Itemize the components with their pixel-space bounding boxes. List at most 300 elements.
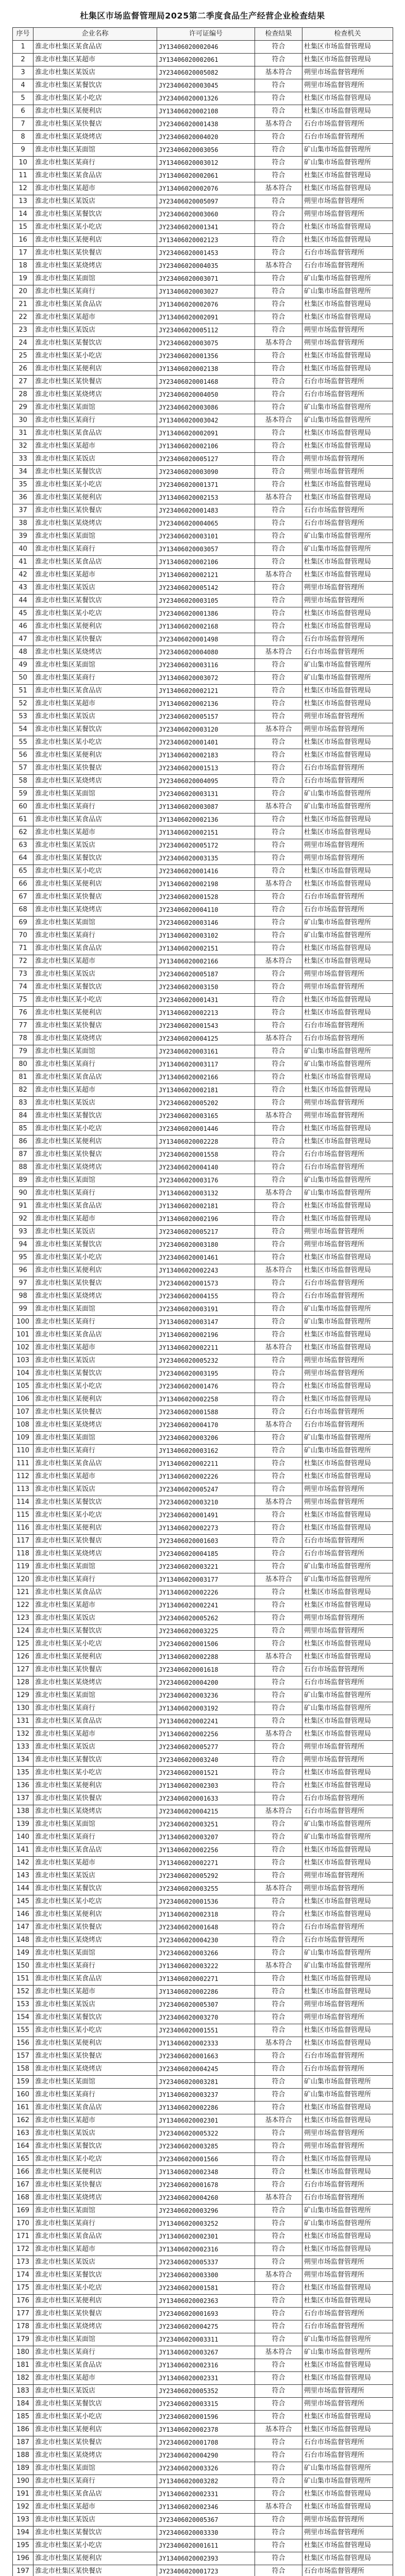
cell-agency: 杜集区市场监督管理局	[302, 492, 393, 504]
cell-company-name: 淮北市杜集区某食品店	[33, 1458, 157, 1470]
table-row	[13, 376, 393, 388]
table-row	[13, 801, 393, 814]
cell-company-name: 淮北市杜集区某面馆	[33, 1432, 157, 1445]
table-row	[13, 1432, 393, 1445]
cell-result: 符合	[255, 543, 302, 556]
cell-company-name: 淮北市杜集区某面馆	[33, 530, 157, 543]
cell-result: 符合	[255, 2243, 302, 2256]
cell-company-name: 淮北市杜集区某小吃店	[33, 479, 157, 492]
table-row	[13, 324, 393, 337]
cell-agency: 朔里市场监督管理所	[302, 2527, 393, 2539]
table-row	[13, 710, 393, 723]
cell-result: 符合	[255, 2359, 302, 2372]
cell-result: 符合	[255, 1483, 302, 1496]
cell-company-name: 淮北市杜集区某烧烤店	[33, 1290, 157, 1303]
cell-serial: 105	[13, 1380, 33, 1393]
cell-serial: 139	[13, 1818, 33, 1831]
cell-license-number: JY23406020001468	[157, 376, 255, 388]
table-row	[13, 2475, 393, 2488]
cell-agency: 石台市场监督管理所	[302, 2449, 393, 2462]
cell-agency: 杜集区市场监督管理局	[302, 440, 393, 453]
table-row	[13, 1458, 393, 1470]
cell-result: 符合	[255, 1354, 302, 1367]
table-row	[13, 517, 393, 530]
cell-serial: 55	[13, 736, 33, 749]
cell-result: 符合	[255, 401, 302, 414]
table-row	[13, 2230, 393, 2243]
cell-serial: 66	[13, 878, 33, 891]
cell-license-number: JY13406020002226	[157, 1470, 255, 1483]
cell-license-number: JY23406020004020	[157, 131, 255, 144]
cell-serial: 150	[13, 1960, 33, 1973]
cell-company-name: 淮北市杜集区某饭店	[33, 2514, 157, 2527]
cell-company-name: 淮北市杜集区某商行	[33, 543, 157, 556]
cell-license-number: JY23406020003101	[157, 530, 255, 543]
cell-company-name: 淮北市杜集区某餐饮店	[33, 79, 157, 92]
cell-license-number: JY23406020001633	[157, 1792, 255, 1805]
cell-company-name: 淮北市杜集区某食品店	[33, 942, 157, 955]
cell-serial: 10	[13, 157, 33, 170]
cell-result: 符合	[255, 865, 302, 878]
cell-result: 符合	[255, 1084, 302, 1097]
cell-result: 符合	[255, 1702, 302, 1715]
cell-result: 符合	[255, 1367, 302, 1380]
cell-license-number: JY13406020002241	[157, 1715, 255, 1728]
cell-serial: 65	[13, 865, 33, 878]
table-row	[13, 2269, 393, 2282]
cell-company-name: 淮北市杜集区某烧烤店	[33, 1032, 157, 1045]
cell-license-number: JY23406020004215	[157, 1805, 255, 1818]
cell-license-number: JY23406020001536	[157, 1895, 255, 1908]
cell-serial: 143	[13, 1870, 33, 1883]
table-row	[13, 1342, 393, 1354]
table-row	[13, 2192, 393, 2205]
cell-license-number: JY13406020002166	[157, 1071, 255, 1084]
table-row	[13, 1599, 393, 1612]
cell-result: 符合	[255, 2475, 302, 2488]
cell-agency: 杜集区市场监督管理局	[302, 1136, 393, 1148]
cell-agency: 杜集区市场监督管理局	[302, 92, 393, 105]
table-row	[13, 2552, 393, 2565]
cell-license-number: JY13406020002331	[157, 2488, 255, 2501]
cell-company-name: 淮北市杜集区某快餐店	[33, 2050, 157, 2063]
cell-company-name: 淮北市杜集区某超市	[33, 1728, 157, 1741]
cell-serial: 103	[13, 1354, 33, 1367]
cell-company-name: 淮北市杜集区某面馆	[33, 1303, 157, 1316]
table-row	[13, 2320, 393, 2333]
cell-result: 基本符合	[255, 1419, 302, 1432]
cell-license-number: JY23406020005307	[157, 1998, 255, 2011]
cell-serial: 111	[13, 1458, 33, 1470]
cell-company-name: 淮北市杜集区某快餐店	[33, 2436, 157, 2449]
cell-license-number: JY13406020002196	[157, 1213, 255, 1226]
cell-result: 符合	[255, 324, 302, 337]
table-row	[13, 2089, 393, 2102]
cell-serial: 197	[13, 2565, 33, 2576]
cell-company-name: 淮北市杜集区某餐饮店	[33, 852, 157, 865]
cell-company-name: 淮北市杜集区某便利店	[33, 2295, 157, 2308]
cell-result: 符合	[255, 504, 302, 517]
table-row	[13, 749, 393, 762]
cell-license-number: JY13406020002211	[157, 1458, 255, 1470]
cell-result: 符合	[255, 1792, 302, 1805]
cell-license-number: JY13406020003117	[157, 1058, 255, 1071]
cell-license-number: JY13406020003057	[157, 543, 255, 556]
cell-agency: 石台市场监督管理所	[302, 1406, 393, 1419]
cell-company-name: 淮北市杜集区某商行	[33, 2089, 157, 2102]
cell-company-name: 淮北市杜集区某小吃店	[33, 736, 157, 749]
cell-agency: 朔里市场监督管理所	[302, 2127, 393, 2140]
cell-company-name: 淮北市杜集区某饭店	[33, 1741, 157, 1754]
table-row	[13, 595, 393, 607]
table-row	[13, 1895, 393, 1908]
cell-result: 基本符合	[255, 2037, 302, 2050]
cell-company-name: 淮北市杜集区某快餐店	[33, 633, 157, 646]
cell-serial: 25	[13, 350, 33, 363]
cell-license-number: JY23406020001326	[157, 92, 255, 105]
table-row	[13, 2050, 393, 2063]
cell-license-number: JY13406020002181	[157, 1200, 255, 1213]
cell-company-name: 淮北市杜集区某小吃店	[33, 2024, 157, 2037]
cell-license-number: JY13406020002076	[157, 182, 255, 195]
cell-result: 符合	[255, 1599, 302, 1612]
cell-result: 符合	[255, 2024, 302, 2037]
table-row	[13, 1071, 393, 1084]
cell-license-number: JY23406020003180	[157, 1239, 255, 1251]
cell-serial: 19	[13, 273, 33, 285]
cell-license-number: JY13406020003147	[157, 1316, 255, 1329]
cell-agency: 石台市场监督管理所	[302, 1020, 393, 1032]
cell-license-number: JY23406020001431	[157, 994, 255, 1007]
table-row	[13, 736, 393, 749]
cell-agency: 石台市场监督管理所	[302, 1548, 393, 1561]
cell-result: 符合	[255, 466, 302, 479]
cell-agency: 杜集区市场监督管理局	[302, 1380, 393, 1393]
cell-company-name: 淮北市杜集区某便利店	[33, 1908, 157, 1921]
cell-company-name: 淮北市杜集区某商行	[33, 2217, 157, 2230]
cell-result: 符合	[255, 1406, 302, 1419]
cell-license-number: JY13406020002378	[157, 2424, 255, 2436]
cell-result: 符合	[255, 298, 302, 311]
cell-company-name: 淮北市杜集区某快餐店	[33, 1921, 157, 1934]
cell-license-number: JY23406020003116	[157, 659, 255, 672]
cell-result: 符合	[255, 826, 302, 839]
cell-serial: 158	[13, 2063, 33, 2076]
cell-license-number: JY23406020003165	[157, 1110, 255, 1123]
cell-serial: 171	[13, 2230, 33, 2243]
cell-agency: 矿山集市场监督管理所	[302, 2333, 393, 2346]
cell-company-name: 淮北市杜集区某餐饮店	[33, 1883, 157, 1895]
cell-serial: 157	[13, 2050, 33, 2063]
cell-serial: 187	[13, 2436, 33, 2449]
table-row	[13, 607, 393, 620]
cell-serial: 3	[13, 66, 33, 79]
table-row	[13, 1020, 393, 1032]
cell-company-name: 淮北市杜集区某超市	[33, 1470, 157, 1483]
cell-serial: 37	[13, 504, 33, 517]
cell-company-name: 淮北市杜集区某饭店	[33, 2256, 157, 2269]
cell-company-name: 淮北市杜集区某烧烤店	[33, 646, 157, 659]
cell-serial: 192	[13, 2501, 33, 2514]
cell-agency: 朔里市场监督管理所	[302, 723, 393, 736]
cell-serial: 134	[13, 1754, 33, 1767]
table-row	[13, 1805, 393, 1818]
cell-company-name: 淮北市杜集区某便利店	[33, 1651, 157, 1664]
cell-serial: 141	[13, 1844, 33, 1857]
table-row	[13, 2385, 393, 2398]
cell-serial: 20	[13, 285, 33, 298]
table-row	[13, 2282, 393, 2295]
cell-company-name: 淮北市杜集区某便利店	[33, 234, 157, 247]
cell-agency: 石台市场监督管理所	[302, 247, 393, 260]
cell-license-number: JY13406020002226	[157, 1586, 255, 1599]
cell-serial: 196	[13, 2552, 33, 2565]
cell-company-name: 淮北市杜集区某便利店	[33, 492, 157, 504]
cell-license-number: JY23406020005112	[157, 324, 255, 337]
cell-agency: 矿山集市场监督管理所	[302, 929, 393, 942]
cell-license-number: JY23406020001491	[157, 1509, 255, 1522]
cell-serial: 175	[13, 2282, 33, 2295]
cell-agency: 石台市场监督管理所	[302, 1290, 393, 1303]
cell-company-name: 淮北市杜集区某超市	[33, 826, 157, 839]
cell-agency: 杜集区市场监督管理局	[302, 569, 393, 582]
table-row	[13, 453, 393, 466]
cell-serial: 27	[13, 376, 33, 388]
cell-serial: 155	[13, 2024, 33, 2037]
table-row	[13, 723, 393, 736]
cell-serial: 163	[13, 2127, 33, 2140]
cell-license-number: JY23406020005172	[157, 839, 255, 852]
cell-agency: 朔里市场监督管理所	[302, 79, 393, 92]
cell-serial: 145	[13, 1895, 33, 1908]
cell-agency: 石台市场监督管理所	[302, 2050, 393, 2063]
cell-result: 符合	[255, 105, 302, 118]
table-row	[13, 929, 393, 942]
cell-serial: 114	[13, 1496, 33, 1509]
cell-serial: 91	[13, 1200, 33, 1213]
cell-company-name: 淮北市杜集区某餐饮店	[33, 2269, 157, 2282]
table-row	[13, 1754, 393, 1767]
table-row	[13, 2295, 393, 2308]
cell-agency: 杜集区市场监督管理局	[302, 865, 393, 878]
cell-result: 符合	[255, 1586, 302, 1599]
table-row	[13, 388, 393, 401]
cell-agency: 朔里市场监督管理所	[302, 839, 393, 852]
cell-license-number: JY13406020003012	[157, 157, 255, 170]
cell-result: 符合	[255, 131, 302, 144]
cell-license-number: JY23406020003225	[157, 1625, 255, 1638]
cell-serial: 179	[13, 2333, 33, 2346]
cell-agency: 石台市场监督管理所	[302, 891, 393, 904]
cell-license-number: JY23406020001543	[157, 1020, 255, 1032]
cell-result: 符合	[255, 698, 302, 710]
table-row	[13, 2501, 393, 2514]
table-row	[13, 1045, 393, 1058]
cell-result: 符合	[255, 942, 302, 955]
table-row	[13, 41, 393, 54]
cell-serial: 98	[13, 1290, 33, 1303]
table-row	[13, 672, 393, 685]
cell-company-name: 淮北市杜集区某超市	[33, 569, 157, 582]
cell-agency: 杜集区市场监督管理局	[302, 2295, 393, 2308]
cell-company-name: 淮北市杜集区某超市	[33, 2372, 157, 2385]
cell-serial: 131	[13, 1715, 33, 1728]
table-row	[13, 1651, 393, 1664]
cell-agency: 杜集区市场监督管理局	[302, 1973, 393, 1986]
cell-serial: 178	[13, 2320, 33, 2333]
cell-license-number: JY23406020004140	[157, 1161, 255, 1174]
cell-serial: 54	[13, 723, 33, 736]
cell-license-number: JY13406020002243	[157, 1264, 255, 1277]
cell-serial: 106	[13, 1393, 33, 1406]
cell-result: 符合	[255, 1509, 302, 1522]
cell-agency: 杜集区市场监督管理局	[302, 2372, 393, 2385]
cell-result: 符合	[255, 1097, 302, 1110]
cell-serial: 42	[13, 569, 33, 582]
cell-license-number: JY23406020003090	[157, 466, 255, 479]
cell-serial: 41	[13, 556, 33, 569]
cell-company-name: 淮北市杜集区某餐饮店	[33, 1754, 157, 1767]
cell-company-name: 淮北市杜集区某商行	[33, 672, 157, 685]
cell-serial: 38	[13, 517, 33, 530]
cell-result: 符合	[255, 814, 302, 826]
cell-company-name: 淮北市杜集区某小吃店	[33, 1380, 157, 1393]
cell-company-name: 淮北市杜集区某餐饮店	[33, 1110, 157, 1123]
cell-serial: 61	[13, 814, 33, 826]
cell-agency: 矿山集市场监督管理所	[302, 1045, 393, 1058]
cell-agency: 杜集区市场监督管理局	[302, 2552, 393, 2565]
cell-serial: 57	[13, 762, 33, 775]
cell-license-number: JY23406020001521	[157, 1767, 255, 1780]
cell-result: 符合	[255, 2398, 302, 2411]
table-row	[13, 1329, 393, 1342]
cell-agency: 朔里市场监督管理所	[302, 1741, 393, 1754]
cell-license-number: JY13406020002316	[157, 2359, 255, 2372]
cell-company-name: 淮北市杜集区某商行	[33, 1058, 157, 1071]
cell-company-name: 淮北市杜集区某餐饮店	[33, 466, 157, 479]
cell-license-number: JY13406020002258	[157, 1393, 255, 1406]
cell-serial: 142	[13, 1857, 33, 1870]
cell-agency: 朔里市场监督管理所	[302, 1612, 393, 1625]
cell-agency: 杜集区市场监督管理局	[302, 2153, 393, 2166]
cell-agency: 矿山集市场监督管理所	[302, 1174, 393, 1187]
cell-result: 符合	[255, 2411, 302, 2424]
cell-company-name: 淮北市杜集区某快餐店	[33, 1664, 157, 1676]
cell-license-number: JY23406020003300	[157, 2269, 255, 2282]
cell-serial: 119	[13, 1561, 33, 1573]
table-row	[13, 2333, 393, 2346]
cell-company-name: 淮北市杜集区某饭店	[33, 1483, 157, 1496]
table-row	[13, 1960, 393, 1973]
table-row	[13, 569, 393, 582]
cell-license-number: JY23406020003281	[157, 2076, 255, 2089]
cell-license-number: JY13406020002211	[157, 1342, 255, 1354]
table-row	[13, 1200, 393, 1213]
cell-license-number: JY23406020001401	[157, 736, 255, 749]
cell-license-number: JY13406020002303	[157, 1780, 255, 1792]
table-row	[13, 1354, 393, 1367]
cell-serial: 136	[13, 1780, 33, 1792]
cell-serial: 102	[13, 1342, 33, 1354]
cell-agency: 矿山集市场监督管理所	[302, 1058, 393, 1071]
cell-serial: 60	[13, 801, 33, 814]
cell-company-name: 淮北市杜集区某便利店	[33, 2037, 157, 2050]
cell-company-name: 淮北市杜集区某面馆	[33, 2333, 157, 2346]
cell-company-name: 淮北市杜集区某超市	[33, 1342, 157, 1354]
cell-company-name: 淮北市杜集区某小吃店	[33, 1251, 157, 1264]
cell-result: 符合	[255, 749, 302, 762]
table-row	[13, 633, 393, 646]
cell-result: 符合	[255, 1303, 302, 1316]
cell-result: 符合	[255, 1470, 302, 1483]
cell-license-number: JY23406020003315	[157, 2398, 255, 2411]
cell-serial: 29	[13, 401, 33, 414]
cell-serial: 123	[13, 1612, 33, 1625]
cell-result: 符合	[255, 247, 302, 260]
cell-license-number: JY23406020004065	[157, 517, 255, 530]
cell-agency: 石台市场监督管理所	[302, 131, 393, 144]
cell-serial: 118	[13, 1548, 33, 1561]
cell-result: 符合	[255, 710, 302, 723]
cell-serial: 191	[13, 2488, 33, 2501]
cell-serial: 31	[13, 427, 33, 440]
cell-company-name: 淮北市杜集区某食品店	[33, 2359, 157, 2372]
cell-license-number: JY23406020001603	[157, 1535, 255, 1548]
cell-license-number: JY23406020003071	[157, 273, 255, 285]
cell-result: 符合	[255, 2153, 302, 2166]
cell-license-number: JY13406020002106	[157, 440, 255, 453]
cell-company-name: 淮北市杜集区某饭店	[33, 710, 157, 723]
table-row	[13, 1264, 393, 1277]
cell-serial: 89	[13, 1174, 33, 1187]
cell-serial: 165	[13, 2153, 33, 2166]
table-row	[13, 1187, 393, 1200]
cell-agency: 杜集区市场监督管理局	[302, 2539, 393, 2552]
cell-serial: 190	[13, 2475, 33, 2488]
cell-license-number: JY23406020001558	[157, 1148, 255, 1161]
cell-license-number: JY23406020001371	[157, 479, 255, 492]
cell-serial: 156	[13, 2037, 33, 2050]
cell-serial: 81	[13, 1071, 33, 1084]
cell-result: 符合	[255, 1007, 302, 1020]
cell-agency: 杜集区市场监督管理局	[302, 298, 393, 311]
cell-agency: 朔里市场监督管理所	[302, 2256, 393, 2269]
cell-agency: 杜集区市场监督管理局	[302, 1651, 393, 1664]
table-row	[13, 479, 393, 492]
table-row	[13, 1921, 393, 1934]
cell-agency: 矿山集市场监督管理所	[302, 543, 393, 556]
cell-result: 符合	[255, 1921, 302, 1934]
cell-agency: 矿山集市场监督管理所	[302, 2462, 393, 2475]
cell-company-name: 淮北市杜集区某快餐店	[33, 504, 157, 517]
cell-result: 基本符合	[255, 801, 302, 814]
cell-result: 符合	[255, 929, 302, 942]
cell-serial: 76	[13, 1007, 33, 1020]
cell-company-name: 淮北市杜集区某超市	[33, 2501, 157, 2514]
cell-result: 符合	[255, 479, 302, 492]
cell-result: 符合	[255, 2385, 302, 2398]
table-row	[13, 1496, 393, 1509]
cell-serial: 169	[13, 2205, 33, 2217]
cell-serial: 129	[13, 1689, 33, 1702]
cell-agency: 杜集区市场监督管理局	[302, 2230, 393, 2243]
table-row	[13, 2102, 393, 2114]
cell-serial: 90	[13, 1187, 33, 1200]
cell-company-name: 淮北市杜集区某饭店	[33, 1612, 157, 1625]
cell-company-name: 淮北市杜集区某商行	[33, 1187, 157, 1200]
cell-company-name: 淮北市杜集区某商行	[33, 1702, 157, 1715]
cell-license-number: JY23406020001648	[157, 1921, 255, 1934]
